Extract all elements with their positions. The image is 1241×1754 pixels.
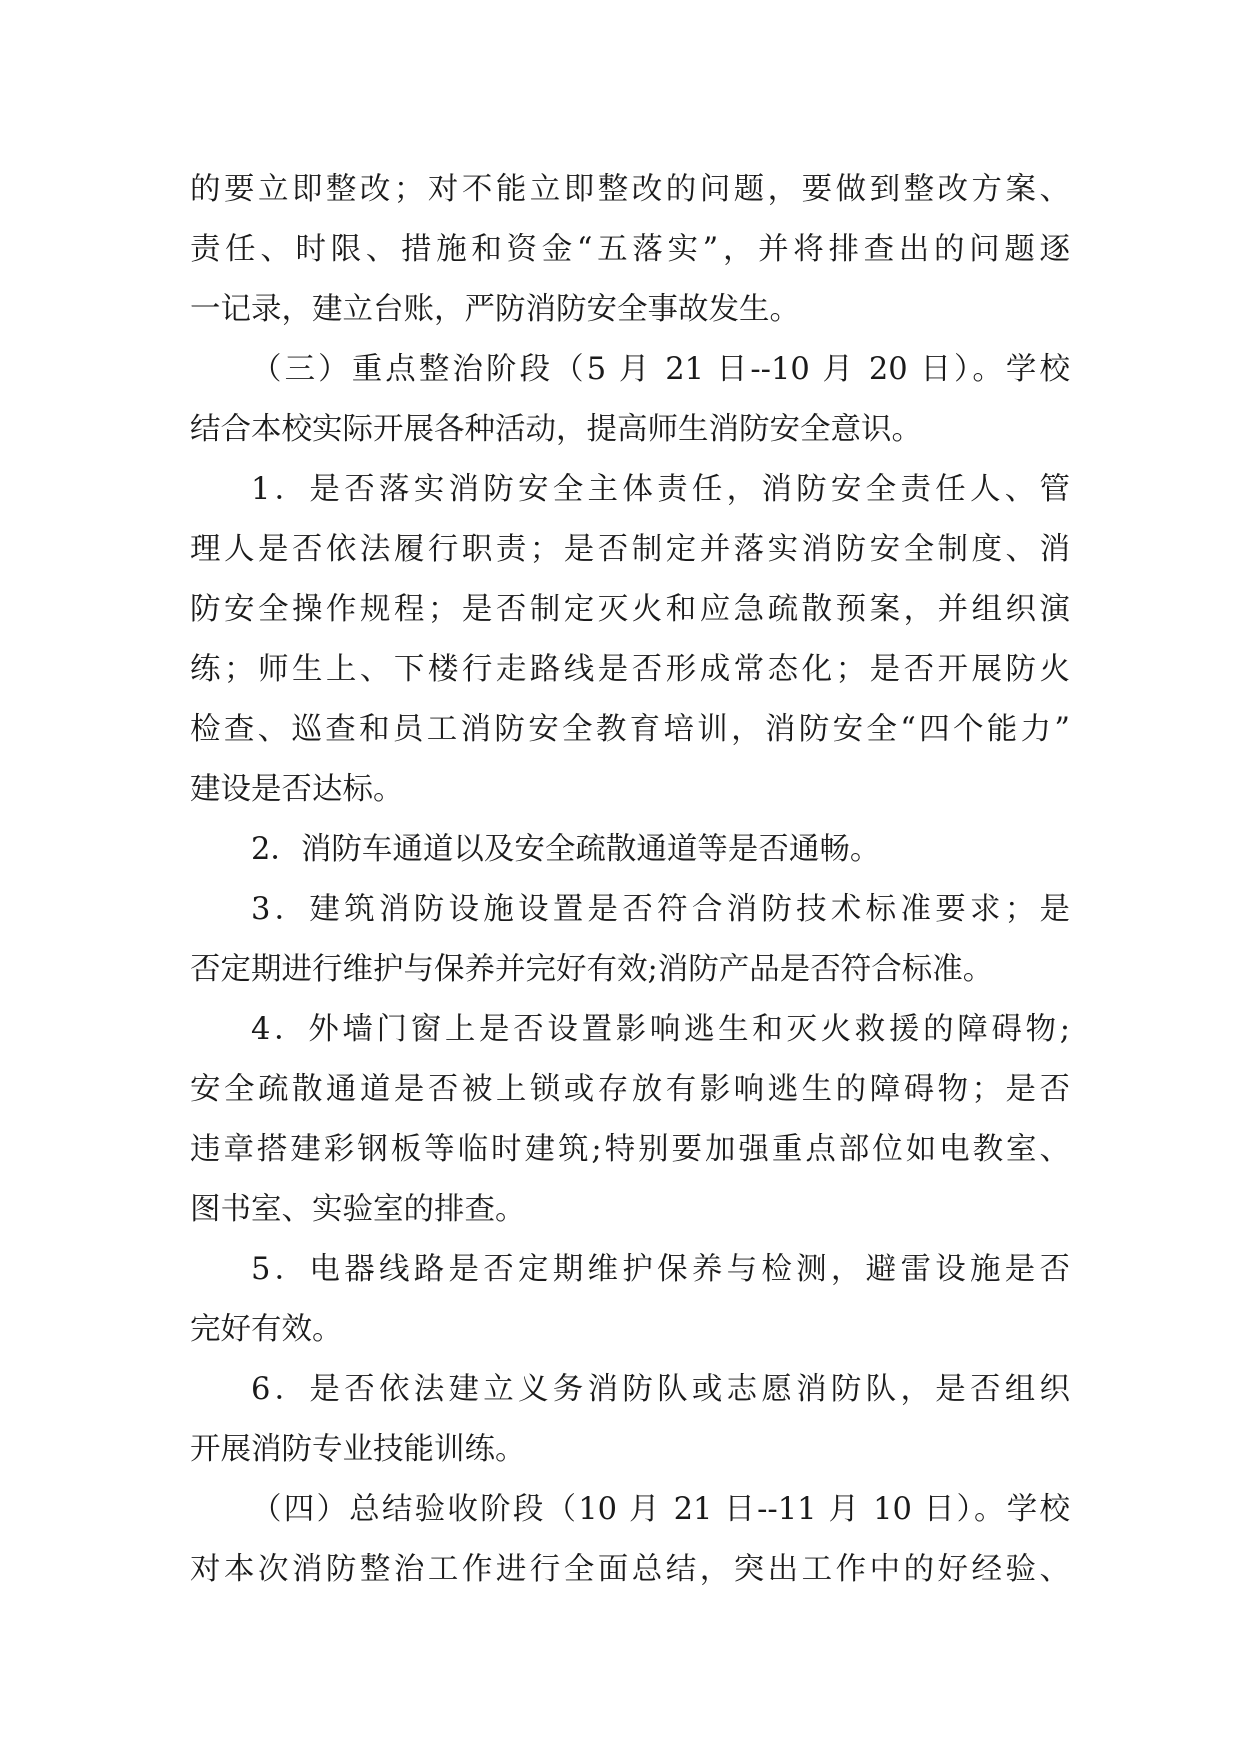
text-line: 违章搭建彩钢板等临时建筑;特别要加强重点部位如电教室、 <box>190 1132 1070 1167</box>
text-line: 防安全操作规程；是否制定灭火和应急疏散预案，并组织演 <box>190 592 1070 627</box>
text-line: 1．是否落实消防安全主体责任，消防安全责任人、管 <box>251 472 1070 507</box>
text-line: 图书室、实验室的排查。 <box>190 1192 526 1227</box>
text-line: 理人是否依法履行职责；是否制定并落实消防安全制度、消 <box>190 532 1070 567</box>
text-line: 开展消防专业技能训练。 <box>190 1432 526 1467</box>
text-line: 的要立即整改；对不能立即整改的问题，要做到整改方案、 <box>190 172 1070 207</box>
text-line: 检查、巡查和员工消防安全教育培训，消防安全“四个能力” <box>190 712 1070 747</box>
text-line: 否定期进行维护与保养并完好有效;消防产品是否符合标准。 <box>190 952 994 987</box>
body-text <box>190 160 1070 1600</box>
text-line: 一记录，建立台账，严防消防安全事故发生。 <box>190 292 800 327</box>
text-line: 建设是否达标。 <box>190 772 404 807</box>
text-line: 安全疏散通道是否被上锁或存放有影响逃生的障碍物；是否 <box>190 1072 1070 1107</box>
text-line: 结合本校实际开展各种活动，提高师生消防安全意识。 <box>190 412 922 447</box>
text-line: 对本次消防整治工作进行全面总结，突出工作中的好经验、 <box>190 1552 1070 1587</box>
text-line: （三）重点整治阶段（5 月 21 日--10 月 20 日）。学校 <box>251 352 1070 387</box>
text-line: 2．消防车通道以及安全疏散通道等是否通畅。 <box>251 832 881 867</box>
text-line: 6．是否依法建立义务消防队或志愿消防队，是否组织 <box>251 1372 1070 1407</box>
text-line: 完好有效。 <box>190 1312 343 1347</box>
text-line: 5．电器线路是否定期维护保养与检测，避雷设施是否 <box>251 1252 1070 1287</box>
text-line: 4．外墙门窗上是否设置影响逃生和灭火救援的障碍物; <box>251 1012 1070 1047</box>
text-line: 3．建筑消防设施设置是否符合消防技术标准要求；是 <box>251 892 1070 927</box>
text-line: 责任、时限、措施和资金“五落实”，并将排查出的问题逐 <box>190 232 1070 267</box>
text-line: （四）总结验收阶段（10 月 21 日--11 月 10 日）。学校 <box>251 1492 1070 1527</box>
text-line: 练；师生上、下楼行走路线是否形成常态化；是否开展防火 <box>190 652 1070 687</box>
